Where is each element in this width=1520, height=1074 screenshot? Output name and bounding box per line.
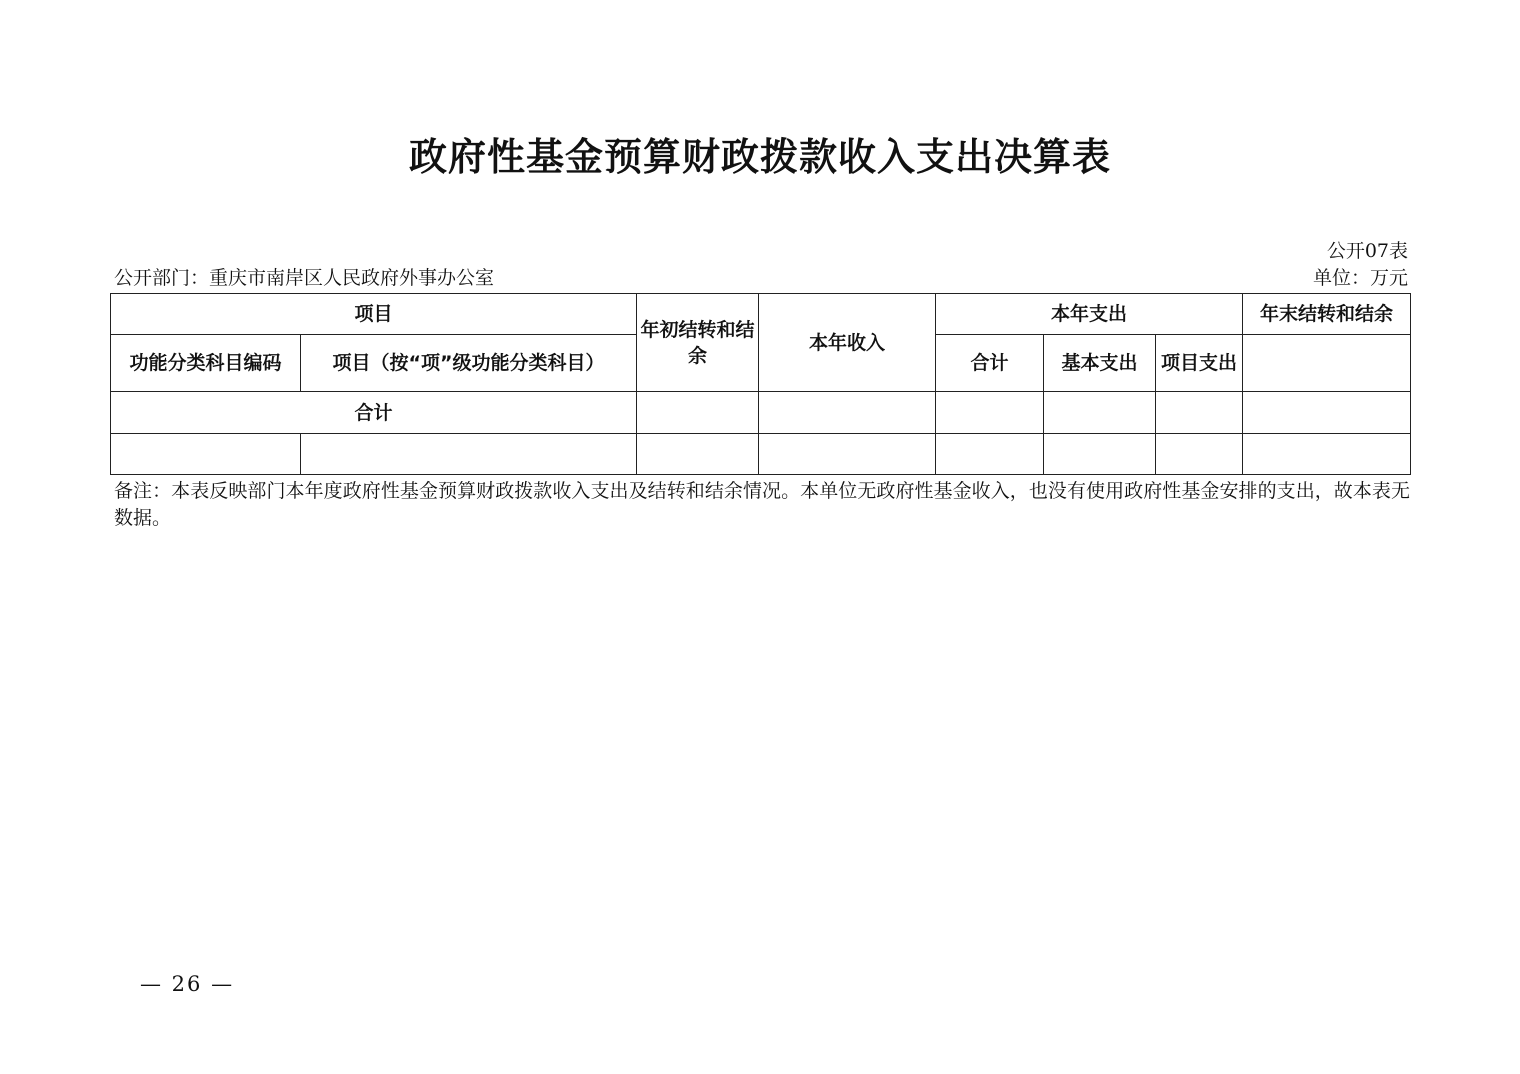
subheader-project-expense: 项目支出 — [1156, 335, 1243, 392]
table-cell — [936, 434, 1044, 475]
table-cell — [1243, 434, 1411, 475]
header-end-balance: 年末结转和结余 — [1243, 294, 1411, 335]
table-cell — [1156, 434, 1243, 475]
table-cell — [936, 392, 1044, 434]
subheader-basic-expense: 基本支出 — [1044, 335, 1156, 392]
table-note: 备注：本表反映部门本年度政府性基金预算财政拨款收入支出及结转和结余情况。本单位无政府性基金收入，也没有使用政府性基金安排的支出，故本表无数据。 — [114, 480, 1410, 529]
header-expense: 本年支出 — [936, 294, 1243, 335]
table-cell — [111, 434, 301, 475]
subheader-item: 项目（按“项”级功能分类科目） — [301, 335, 637, 392]
department-label: 公开部门：重庆市南岸区人民政府外事办公室 — [114, 267, 495, 289]
table-cell — [1044, 434, 1156, 475]
table-cell — [759, 392, 936, 434]
total-row-label: 合计 — [111, 392, 637, 434]
header-row-1 — [111, 294, 1411, 335]
table-cell — [1243, 392, 1411, 434]
budget-table — [110, 293, 1411, 475]
page-number: — 26 — — [140, 972, 235, 996]
table-number: 公开07表 — [1326, 240, 1408, 262]
table-cell — [637, 434, 759, 475]
total-row — [111, 392, 1411, 434]
header-begin-balance: 年初结转和结余 — [637, 294, 759, 392]
table-cell — [1044, 392, 1156, 434]
subheader-code: 功能分类科目编码 — [111, 335, 301, 392]
subheader-total: 合计 — [936, 335, 1044, 392]
table-row — [111, 434, 1411, 475]
table-cell — [637, 392, 759, 434]
header-income: 本年收入 — [759, 294, 936, 392]
page-title: 政府性基金预算财政拨款收入支出决算表 — [408, 134, 1111, 179]
subheader-end-balance-empty — [1243, 335, 1411, 392]
header-project: 项目 — [111, 294, 637, 335]
table-cell — [301, 434, 637, 475]
unit-label: 单位：万元 — [1312, 267, 1408, 289]
table-cell — [1156, 392, 1243, 434]
table-cell — [759, 434, 936, 475]
